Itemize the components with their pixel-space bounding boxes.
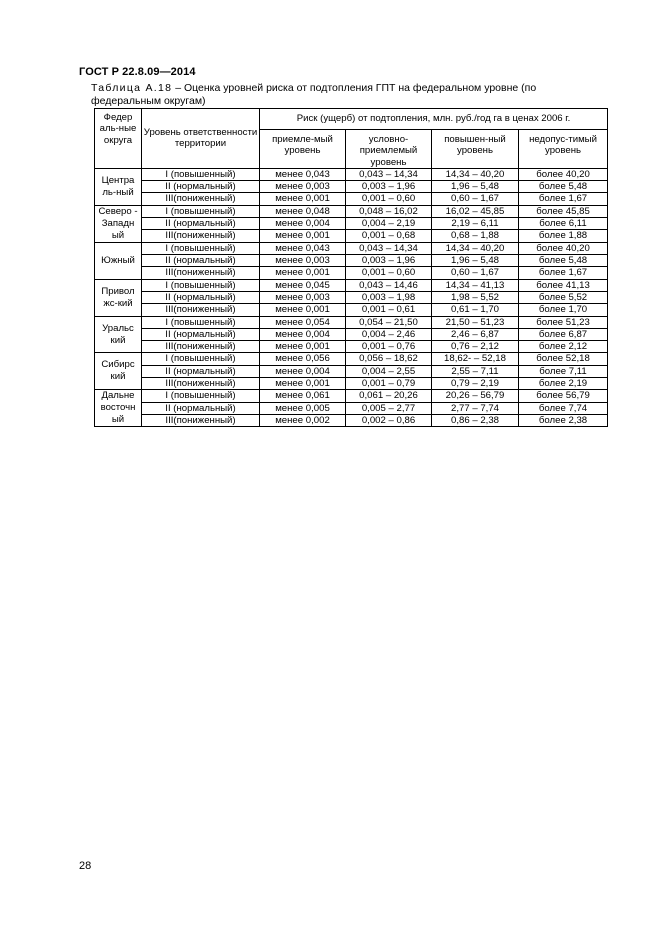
table-row bbox=[95, 316, 608, 328]
acceptable-value: менее 0,005 bbox=[260, 402, 346, 414]
acceptable-value: менее 0,048 bbox=[260, 205, 346, 217]
table-row bbox=[95, 193, 608, 205]
acceptable-value: менее 0,003 bbox=[260, 255, 346, 267]
acceptable-value: менее 0,004 bbox=[260, 328, 346, 340]
responsibility-level: II (нормальный) bbox=[142, 291, 260, 303]
responsibility-level: II (нормальный) bbox=[142, 328, 260, 340]
unacceptable-value: более 1,67 bbox=[519, 267, 608, 279]
table-row bbox=[95, 304, 608, 316]
elevated-value: 0,60 – 1,67 bbox=[432, 193, 519, 205]
header-acceptable: приемле-мый уровень bbox=[260, 130, 346, 169]
acceptable-value: менее 0,003 bbox=[260, 181, 346, 193]
table-row bbox=[95, 279, 608, 291]
acceptable-value: менее 0,004 bbox=[260, 365, 346, 377]
responsibility-level: I (повышенный) bbox=[142, 242, 260, 254]
header-elevated: повышен-ный уровень bbox=[432, 130, 519, 169]
acceptable-value: менее 0,003 bbox=[260, 291, 346, 303]
document-header: ГОСТ Р 22.8.09—2014 bbox=[79, 66, 196, 78]
conditional-value: 0,001 – 0,68 bbox=[346, 230, 432, 242]
elevated-value: 0,76 – 2,12 bbox=[432, 341, 519, 353]
table-row bbox=[95, 402, 608, 414]
acceptable-value: менее 0,001 bbox=[260, 378, 346, 390]
acceptable-value: менее 0,001 bbox=[260, 230, 346, 242]
unacceptable-value: более 2,12 bbox=[519, 341, 608, 353]
acceptable-value: менее 0,056 bbox=[260, 353, 346, 365]
header-unacceptable: недопус-тимый уровень bbox=[519, 130, 608, 169]
elevated-value: 18,62- – 52,18 bbox=[432, 353, 519, 365]
elevated-value: 0,86 – 2,38 bbox=[432, 415, 519, 427]
table-row bbox=[95, 390, 608, 402]
unacceptable-value: более 52,18 bbox=[519, 353, 608, 365]
elevated-value: 0,68 – 1,88 bbox=[432, 230, 519, 242]
responsibility-level: III(пониженный) bbox=[142, 304, 260, 316]
district-name: Дальне восточн ый bbox=[95, 390, 142, 427]
responsibility-level: II (нормальный) bbox=[142, 181, 260, 193]
risk-table bbox=[94, 108, 608, 427]
responsibility-level: II (нормальный) bbox=[142, 255, 260, 267]
header-district: Федер аль-ные округа bbox=[95, 109, 142, 169]
caption-label: Таблица А.18 bbox=[91, 82, 173, 94]
conditional-value: 0,001 – 0,60 bbox=[346, 267, 432, 279]
acceptable-value: менее 0,004 bbox=[260, 218, 346, 230]
unacceptable-value: более 2,19 bbox=[519, 378, 608, 390]
unacceptable-value: более 1,70 bbox=[519, 304, 608, 316]
responsibility-level: III(пониженный) bbox=[142, 267, 260, 279]
table-row bbox=[95, 341, 608, 353]
unacceptable-value: более 7,11 bbox=[519, 365, 608, 377]
conditional-value: 0,056 – 18,62 bbox=[346, 353, 432, 365]
acceptable-value: менее 0,001 bbox=[260, 267, 346, 279]
acceptable-value: менее 0,061 bbox=[260, 390, 346, 402]
unacceptable-value: более 6,87 bbox=[519, 328, 608, 340]
table-row bbox=[95, 205, 608, 217]
elevated-value: 2,19 – 6,11 bbox=[432, 218, 519, 230]
acceptable-value: менее 0,001 bbox=[260, 193, 346, 205]
conditional-value: 0,054 – 21,50 bbox=[346, 316, 432, 328]
table-row bbox=[95, 267, 608, 279]
unacceptable-value: более 41,13 bbox=[519, 279, 608, 291]
unacceptable-value: более 1,88 bbox=[519, 230, 608, 242]
responsibility-level: I (повышенный) bbox=[142, 168, 260, 180]
elevated-value: 14,34 – 40,20 bbox=[432, 168, 519, 180]
acceptable-value: менее 0,043 bbox=[260, 168, 346, 180]
elevated-value: 0,79 – 2,19 bbox=[432, 378, 519, 390]
district-name: Уральс кий bbox=[95, 316, 142, 353]
elevated-value: 14,34 – 40,20 bbox=[432, 242, 519, 254]
caption-text: – Оценка уровней риска от подтопления ГПТ на федеральном уровне (по федеральным округам) bbox=[91, 82, 537, 107]
elevated-value: 21,50 – 51,23 bbox=[432, 316, 519, 328]
responsibility-level: III(пониженный) bbox=[142, 341, 260, 353]
acceptable-value: менее 0,045 bbox=[260, 279, 346, 291]
responsibility-level: I (повышенный) bbox=[142, 279, 260, 291]
elevated-value: 2,46 – 6,87 bbox=[432, 328, 519, 340]
responsibility-level: II (нормальный) bbox=[142, 402, 260, 414]
elevated-value: 2,55 – 7,11 bbox=[432, 365, 519, 377]
table-row bbox=[95, 353, 608, 365]
responsibility-level: III(пониженный) bbox=[142, 230, 260, 242]
header-conditionally-acceptable: условно-приемлемый уровень bbox=[346, 130, 432, 169]
elevated-value: 2,77 – 7,74 bbox=[432, 402, 519, 414]
acceptable-value: менее 0,002 bbox=[260, 415, 346, 427]
header-risk-group: Риск (ущерб) от подтопления, млн. руб./год га в ценах 2006 г. bbox=[260, 109, 608, 130]
table-row bbox=[95, 291, 608, 303]
table-row bbox=[95, 415, 608, 427]
responsibility-level: II (нормальный) bbox=[142, 218, 260, 230]
responsibility-level: III(пониженный) bbox=[142, 193, 260, 205]
responsibility-level: I (повышенный) bbox=[142, 353, 260, 365]
table-row bbox=[95, 218, 608, 230]
elevated-value: 1,96 – 5,48 bbox=[432, 181, 519, 193]
conditional-value: 0,001 – 0,60 bbox=[346, 193, 432, 205]
unacceptable-value: более 5,52 bbox=[519, 291, 608, 303]
unacceptable-value: более 40,20 bbox=[519, 168, 608, 180]
elevated-value: 14,34 – 41,13 bbox=[432, 279, 519, 291]
conditional-value: 0,043 – 14,34 bbox=[346, 168, 432, 180]
conditional-value: 0,004 – 2,19 bbox=[346, 218, 432, 230]
acceptable-value: менее 0,001 bbox=[260, 304, 346, 316]
conditional-value: 0,003 – 1,98 bbox=[346, 291, 432, 303]
unacceptable-value: более 51,23 bbox=[519, 316, 608, 328]
conditional-value: 0,043 – 14,34 bbox=[346, 242, 432, 254]
table-row bbox=[95, 230, 608, 242]
unacceptable-value: более 45,85 bbox=[519, 205, 608, 217]
district-name: Привол жс-кий bbox=[95, 279, 142, 316]
acceptable-value: менее 0,054 bbox=[260, 316, 346, 328]
conditional-value: 0,005 – 2,77 bbox=[346, 402, 432, 414]
unacceptable-value: более 6,11 bbox=[519, 218, 608, 230]
conditional-value: 0,048 – 16,02 bbox=[346, 205, 432, 217]
unacceptable-value: более 7,74 bbox=[519, 402, 608, 414]
responsibility-level: II (нормальный) bbox=[142, 365, 260, 377]
acceptable-value: менее 0,001 bbox=[260, 341, 346, 353]
responsibility-level: III(пониженный) bbox=[142, 378, 260, 390]
elevated-value: 20,26 – 56,79 bbox=[432, 390, 519, 402]
table-row bbox=[95, 328, 608, 340]
conditional-value: 0,003 – 1,96 bbox=[346, 181, 432, 193]
conditional-value: 0,001 – 0,61 bbox=[346, 304, 432, 316]
unacceptable-value: более 56,79 bbox=[519, 390, 608, 402]
elevated-value: 16,02 – 45,85 bbox=[432, 205, 519, 217]
acceptable-value: менее 0,043 bbox=[260, 242, 346, 254]
district-name: Центра ль-ный bbox=[95, 168, 142, 205]
responsibility-level: III(пониженный) bbox=[142, 415, 260, 427]
conditional-value: 0,061 – 20,26 bbox=[346, 390, 432, 402]
district-name: Северо - Западн ый bbox=[95, 205, 142, 242]
table-row bbox=[95, 365, 608, 377]
table-row bbox=[95, 378, 608, 390]
elevated-value: 1,98 – 5,52 bbox=[432, 291, 519, 303]
conditional-value: 0,001 – 0,79 bbox=[346, 378, 432, 390]
header-responsibility-level: Уровень ответственности территории bbox=[142, 109, 260, 169]
elevated-value: 0,61 – 1,70 bbox=[432, 304, 519, 316]
conditional-value: 0,001 – 0,76 bbox=[346, 341, 432, 353]
responsibility-level: I (повышенный) bbox=[142, 205, 260, 217]
responsibility-level: I (повышенный) bbox=[142, 316, 260, 328]
district-name: Южный bbox=[95, 242, 142, 279]
table-row bbox=[95, 181, 608, 193]
conditional-value: 0,002 – 0,86 bbox=[346, 415, 432, 427]
conditional-value: 0,004 – 2,55 bbox=[346, 365, 432, 377]
unacceptable-value: более 2,38 bbox=[519, 415, 608, 427]
table-row bbox=[95, 242, 608, 254]
elevated-value: 1,96 – 5,48 bbox=[432, 255, 519, 267]
district-name: Сибирс кий bbox=[95, 353, 142, 390]
table-body bbox=[95, 168, 608, 426]
unacceptable-value: более 40,20 bbox=[519, 242, 608, 254]
table-caption bbox=[91, 82, 571, 107]
conditional-value: 0,003 – 1,96 bbox=[346, 255, 432, 267]
unacceptable-value: более 5,48 bbox=[519, 255, 608, 267]
unacceptable-value: более 1,67 bbox=[519, 193, 608, 205]
table-row bbox=[95, 255, 608, 267]
table-row bbox=[95, 168, 608, 180]
responsibility-level: I (повышенный) bbox=[142, 390, 260, 402]
unacceptable-value: более 5,48 bbox=[519, 181, 608, 193]
elevated-value: 0,60 – 1,67 bbox=[432, 267, 519, 279]
page-number: 28 bbox=[79, 860, 92, 872]
conditional-value: 0,004 – 2,46 bbox=[346, 328, 432, 340]
conditional-value: 0,043 – 14,46 bbox=[346, 279, 432, 291]
